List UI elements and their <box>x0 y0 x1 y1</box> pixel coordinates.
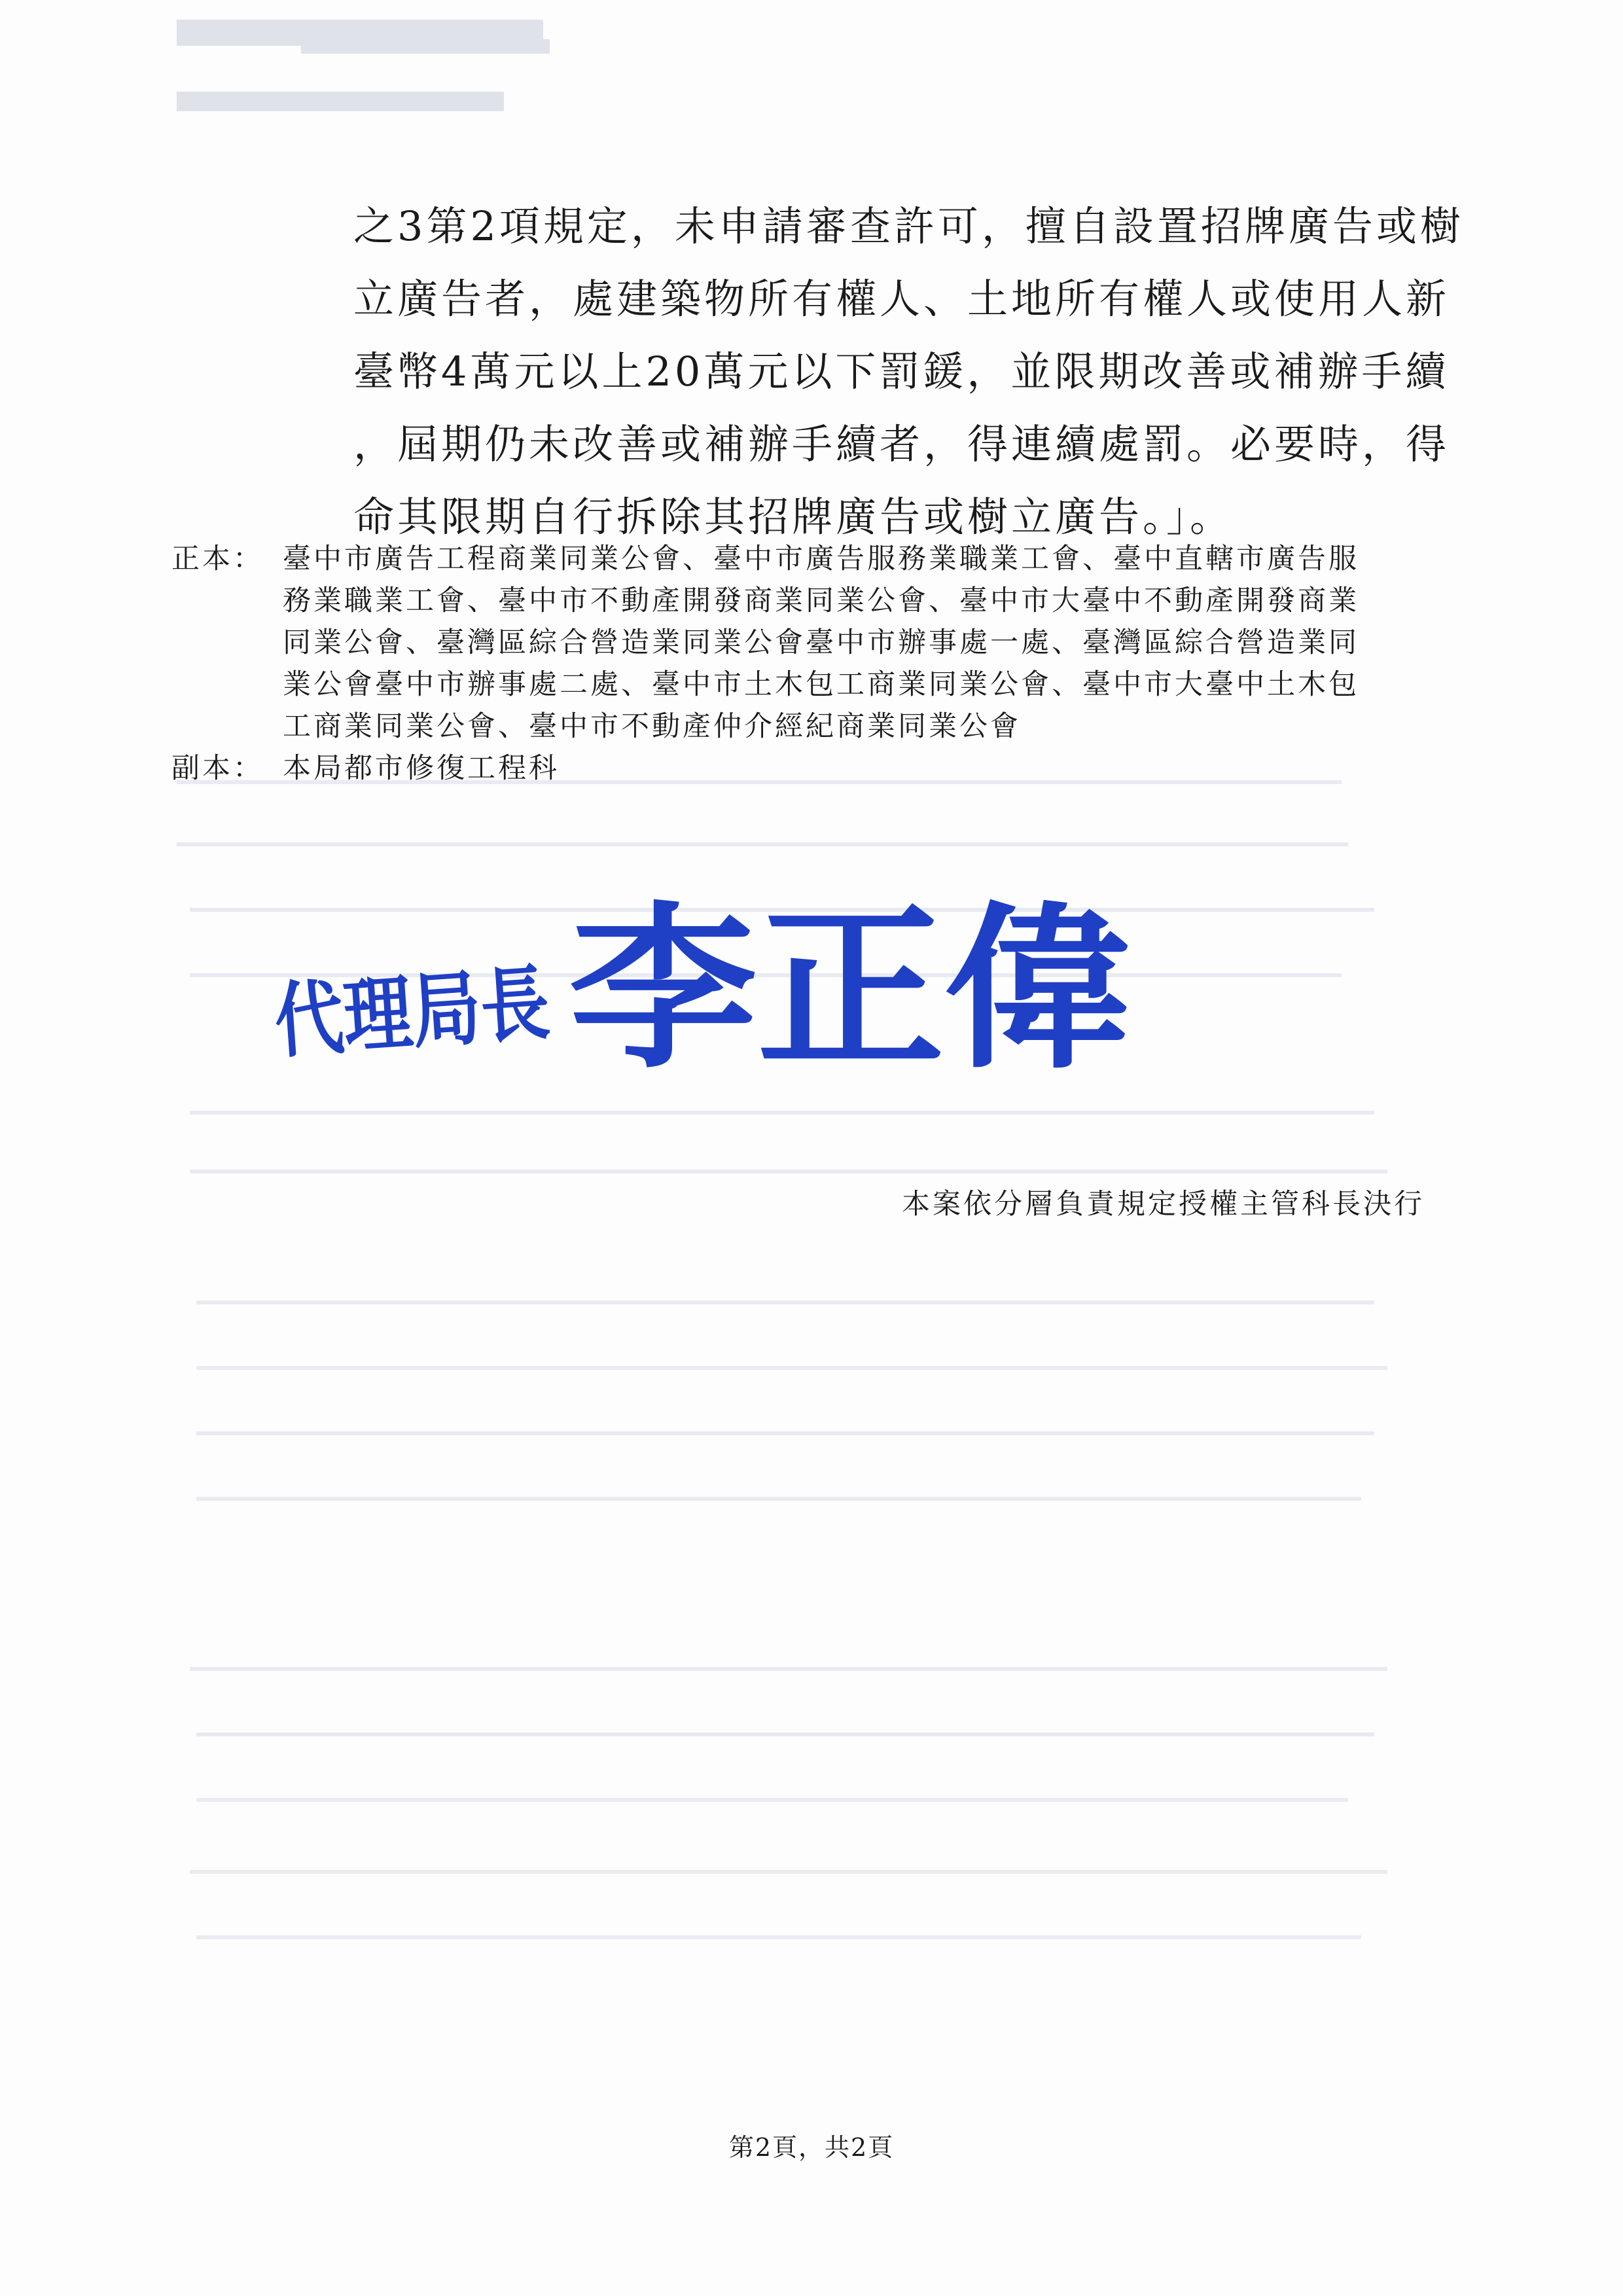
body-line: 立廣告者，處建築物所有權人、土地所有權人或使用人新 <box>353 275 1450 323</box>
delegation-note: 本案依分層負責規定授權主管科長決行 <box>902 1188 1425 1221</box>
body-line: 之3第2項規定，未申請審查許可，擅自設置招牌廣告或樹 <box>353 202 1464 250</box>
copy-recipients-label: 副本： <box>171 752 264 785</box>
main-recipients-text <box>283 538 1359 747</box>
body-line: 命其限期自行拆除其招牌廣告或樹立廣告。」。 <box>353 493 1234 541</box>
copy-recipient-line: 本局都市修復工程科 <box>283 752 560 785</box>
body-line: 臺幣4萬元以上20萬元以下罰鍰，並限期改善或補辦手續 <box>353 348 1450 395</box>
copy-recipients-text <box>283 747 560 789</box>
copy-recipients <box>171 747 1454 789</box>
recipient-line: 工商業同業公會、臺中市不動產仲介經紀商業同業公會 <box>283 710 1021 743</box>
recipient-line: 業公會臺中市辦事處二處、臺中市土木包工商業同業公會、臺中市大臺中土木包 <box>283 668 1359 701</box>
main-recipients <box>171 538 1454 747</box>
body-paragraph <box>353 190 1466 553</box>
stamp-title: 代理局長 <box>272 951 605 1070</box>
body-line: ，屆期仍未改善或補辦手續者，得連續處罰。必要時，得 <box>353 420 1450 468</box>
page-number: 第2頁，共2頁 <box>728 2133 895 2162</box>
recipient-line: 務業職業工會、臺中市不動產開發商業同業公會、臺中市大臺中不動產開發商業 <box>283 584 1359 617</box>
main-recipients-label: 正本： <box>171 543 264 575</box>
distribution-list <box>171 538 1454 789</box>
recipient-line: 同業公會、臺灣區綜合營造業同業公會臺中市辦事處一處、臺灣區綜合營造業同 <box>283 626 1359 659</box>
official-signature-stamp <box>262 851 1152 1113</box>
stamp-name: 李正偉 <box>569 884 1132 1092</box>
recipient-line: 臺中市廣告工程商業同業公會、臺中市廣告服務業職業工會、臺中直轄市廣告服 <box>283 543 1359 575</box>
